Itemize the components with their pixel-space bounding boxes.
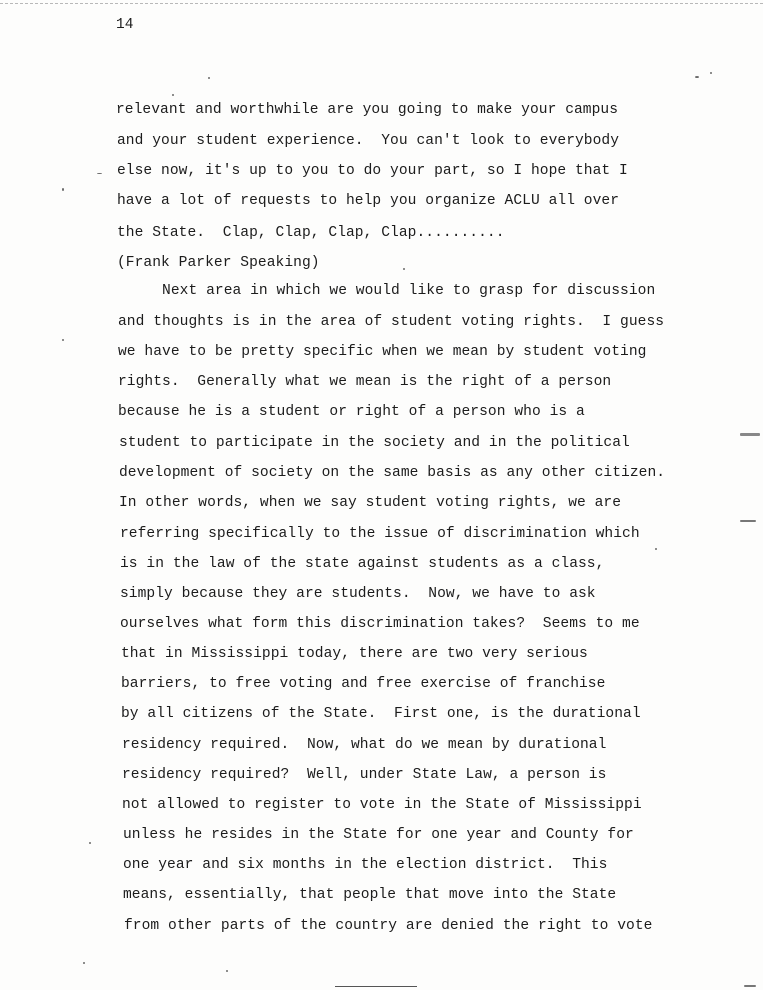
scan-speck <box>208 77 210 79</box>
scan-speck <box>740 520 756 522</box>
text-line: we have to be pretty specific when we mean by student voting <box>118 344 647 360</box>
bottom-rule <box>335 986 417 987</box>
text-line: simply because they are students. Now, we have to ask <box>120 586 596 602</box>
scan-speck <box>744 985 756 987</box>
text-line: rights. Generally what we mean is the right of a person <box>118 374 612 390</box>
text-line: barriers, to free voting and free exercise of franchise <box>121 676 606 692</box>
text-line: means, essentially, that people that move into the State <box>123 887 617 903</box>
scan-speck <box>89 842 91 844</box>
text-line: have a lot of requests to help you organize ACLU all over <box>117 193 620 209</box>
scan-speck <box>695 76 699 78</box>
text-line: ourselves what form this discrimination takes? Seems to me <box>120 616 640 632</box>
scan-speck <box>62 188 64 191</box>
text-line: In other words, when we say student voting rights, we are <box>119 495 622 511</box>
text-line: that in Mississippi today, there are two very serious <box>121 646 588 662</box>
text-line: one year and six months in the election district. This <box>123 857 608 873</box>
text-line: residency required? Well, under State Law, a person is <box>122 767 607 783</box>
text-line: referring specifically to the issue of discrimination which <box>120 526 640 542</box>
text-line: because he is a student or right of a person who is a <box>118 404 585 420</box>
text-line: not allowed to register to vote in the State of Mississippi <box>122 797 642 813</box>
text-line: the State. Clap, Clap, Clap, Clap.......... <box>117 225 505 241</box>
text-line: and thoughts is in the area of student voting rights. I guess <box>118 314 665 330</box>
text-line: development of society on the same basis as any other citizen. <box>119 465 666 481</box>
speaker-label: (Frank Parker Speaking) <box>117 255 320 271</box>
scan-speck <box>226 970 228 972</box>
page-number: 14 <box>116 17 134 33</box>
scan-speck <box>83 962 85 964</box>
text-line: by all citizens of the State. First one, is the durational <box>121 706 641 722</box>
scan-speck <box>62 339 64 341</box>
text-line: relevant and worthwhile are you going to make your campus <box>116 102 619 118</box>
text-line: Next area in which we would like to grasp for discussion <box>118 283 656 299</box>
text-line: from other parts of the country are denied the right to vote <box>124 918 653 934</box>
text-line: and your student experience. You can't look to everybody <box>117 133 620 149</box>
scan-speck <box>97 173 102 174</box>
text-line: residency required. Now, what do we mean by durational <box>122 737 607 753</box>
text-line: unless he resides in the State for one year and County for <box>123 827 634 843</box>
scan-speck <box>655 548 657 550</box>
text-line: student to participate in the society and in the political <box>119 435 630 451</box>
scan-speck <box>403 268 405 270</box>
scan-speck <box>740 433 760 436</box>
text-line: is in the law of the state against students as a class, <box>120 556 605 572</box>
text-line: else now, it's up to you to do your part, so I hope that I <box>117 163 628 179</box>
scan-speck <box>710 72 712 74</box>
scan-speck <box>172 94 174 96</box>
page-top-edge <box>0 3 763 4</box>
